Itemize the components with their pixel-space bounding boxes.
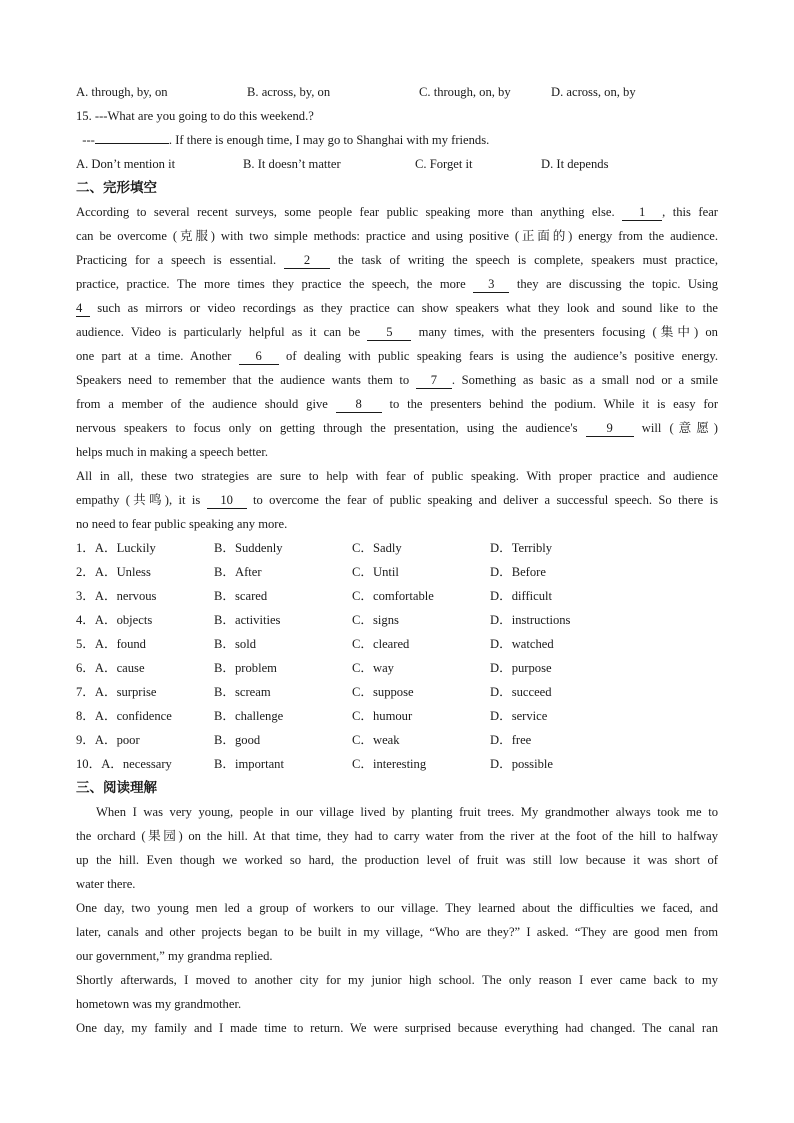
cloze-blank-8: 8 — [336, 396, 382, 413]
cloze-blank-6: 6 — [239, 348, 279, 365]
q15-option-a: A. Don’t mention it — [76, 157, 176, 171]
cloze-line — [76, 368, 718, 392]
answer-option: C．comfortable — [352, 589, 434, 603]
answer-option: 3．A．nervous — [76, 589, 157, 603]
cloze-text: to overcome the fear of public speaking and deliver a successful speech. So there is — [252, 493, 718, 507]
cloze-text: Practicing for a speech is essential. — [76, 253, 277, 267]
reading-line: One day, two young men led a group of workers to our village. They learned about the difficulties we faced, and — [76, 901, 718, 915]
answer-option: D．service — [490, 709, 548, 723]
cloze-blank-2: 2 — [284, 252, 330, 269]
answer-option: C．humour — [352, 709, 413, 723]
answer-option: 9．A．poor — [76, 733, 140, 747]
cloze-text: nervous speakers to focus only on getting through the presentation, using the audience's — [76, 421, 578, 435]
answer-option: C．Until — [352, 565, 399, 579]
answer-option: B．After — [214, 565, 262, 579]
cloze-blank-9: 9 — [586, 420, 634, 437]
answer-option: B．challenge — [214, 709, 284, 723]
reading-line: up the hill. Even though we worked so hard, the production level of fruit was still low because it was short of — [76, 853, 718, 867]
answer-option: D．purpose — [490, 661, 552, 675]
cloze-line — [76, 272, 718, 296]
answer-option: 5．A．found — [76, 637, 146, 651]
cloze-blank-3: 3 — [473, 276, 509, 293]
cloze-line — [76, 248, 718, 272]
answer-option: D．Before — [490, 565, 546, 579]
q14-option-d: D. across, on, by — [551, 85, 636, 99]
reading-line: the orchard (果园) on the hill. At that time, they had to carry water from the river at the foot of the hill to halfway — [76, 829, 718, 843]
q15-option-c: C. Forget it — [415, 157, 473, 171]
cloze-text: many times, with the presenters focusing (集中) on — [418, 325, 718, 339]
cloze-text: audience. Video is particularly helpful as it can be — [76, 325, 361, 339]
answer-option: C．Sadly — [352, 541, 402, 555]
cloze-text: they are discussing the topic. Using — [516, 277, 718, 291]
answer-option: B．important — [214, 757, 284, 771]
q15-question: 15. ---What are you going to do this weekend.? — [76, 109, 314, 123]
answer-option: B．Suddenly — [214, 541, 283, 555]
answer-option: D．difficult — [490, 589, 553, 603]
cloze-text: , this fear — [662, 205, 718, 219]
cloze-line: helps much in making a speech better. — [76, 445, 268, 459]
cloze-blank-4: 4 — [76, 300, 90, 317]
answer-option: 7．A．surprise — [76, 685, 157, 699]
answer-option: C．suppose — [352, 685, 414, 699]
q15-option-d: D. It depends — [541, 157, 609, 171]
answer-option: D．watched — [490, 637, 554, 651]
cloze-blank-5: 5 — [367, 324, 411, 341]
cloze-line: All in all, these two strategies are sure to help with fear of public speaking. With proper practice and audience — [76, 469, 718, 483]
answer-option: C．signs — [352, 613, 399, 627]
reading-line: hometown was my grandmother. — [76, 997, 242, 1011]
cloze-text: the task of writing the speech is complete, speakers must practice, — [338, 253, 719, 267]
q15-reply-prefix: --- — [82, 133, 95, 147]
cloze-line — [76, 416, 718, 440]
cloze-line — [76, 320, 718, 344]
cloze-text: practice, practice. The more times they practice the speech, the more — [76, 277, 466, 291]
answer-option: C．weak — [352, 733, 400, 747]
answer-option: 6．A．cause — [76, 661, 145, 675]
cloze-passage — [76, 200, 718, 536]
answer-option: B．sold — [214, 637, 256, 651]
answer-option: 1．A．Luckily — [76, 541, 156, 555]
exam-page — [76, 80, 718, 1040]
cloze-text: to the presenters behind the podium. While it is easy for — [389, 397, 719, 411]
answer-option: 8．A．confidence — [76, 709, 172, 723]
answer-option: D．free — [490, 733, 532, 747]
cloze-line — [76, 296, 718, 320]
answer-option: 2．A．Unless — [76, 565, 151, 579]
answer-option: B．problem — [214, 661, 277, 675]
answer-option: B．good — [214, 733, 261, 747]
answer-option: B．scared — [214, 589, 268, 603]
cloze-blank-10: 10 — [207, 492, 247, 509]
reading-line: water there. — [76, 877, 136, 891]
answer-option: B．scream — [214, 685, 271, 699]
cloze-blank-1: 1 — [622, 204, 662, 221]
cloze-text: empathy (共鸣), it is — [76, 493, 201, 507]
answer-option: D．possible — [490, 757, 553, 771]
cloze-line: no need to fear public speaking any more. — [76, 517, 288, 531]
q14-option-c: C. through, on, by — [419, 85, 511, 99]
reading-line: our government,” my grandma replied. — [76, 949, 273, 963]
section-2-heading: 二、完形填空 — [76, 180, 157, 196]
reading-line: later, canals and other projects began to be built in my village, “Who are they?” I asked. “They are good men from — [76, 925, 718, 939]
q15-reply-text: . If there is enough time, I may go to Shanghai with my friends. — [168, 133, 490, 147]
reading-line: One day, my family and I made time to return. We were surprised because everything had changed. The canal ran — [76, 1021, 718, 1035]
answer-option: D．instructions — [490, 613, 571, 627]
cloze-text: of dealing with public speaking fears is using the audience’s positive energy. — [286, 349, 718, 363]
cloze-line — [76, 344, 718, 368]
answer-option: C．cleared — [352, 637, 410, 651]
answer-option: D．Terribly — [490, 541, 553, 555]
cloze-blank-7: 7 — [416, 372, 452, 389]
cloze-text: will (意愿) — [641, 421, 718, 435]
answer-option: 10．A．necessary — [76, 757, 172, 771]
reading-line: Shortly afterwards, I moved to another city for my junior high school. The only reason I ever came back to my — [76, 973, 718, 987]
cloze-line — [76, 488, 718, 512]
cloze-text: . Something as basic as a small nod or a smile — [451, 373, 718, 387]
q15-reply — [76, 128, 718, 152]
answer-option: D．succeed — [490, 685, 552, 699]
cloze-text: such as mirrors or video recordings as they practice can show speakers what they look and sound like to the — [97, 301, 718, 315]
reading-passage — [76, 800, 718, 1040]
q14-options — [76, 80, 718, 104]
answer-option: 4．A．objects — [76, 613, 153, 627]
reading-line: When I was very young, people in our village lived by planting fruit trees. My grandmother always took me to — [96, 805, 718, 819]
cloze-text: Speakers need to remember that the audience wants them to — [76, 373, 410, 387]
q15-answer-blank — [95, 143, 169, 144]
cloze-text: from a member of the audience should give — [76, 397, 328, 411]
answer-option: C．way — [352, 661, 394, 675]
cloze-text: one part at a time. Another — [76, 349, 232, 363]
q14-option-b: B. across, by, on — [247, 85, 331, 99]
cloze-line — [76, 392, 718, 416]
cloze-answer-options — [76, 536, 718, 776]
cloze-line — [76, 200, 718, 224]
q15-options — [76, 152, 718, 176]
cloze-line: can be overcome (克服) with two simple methods: practice and using positive (正面的) energy from the audience. — [76, 229, 718, 243]
cloze-text: According to several recent surveys, some people fear public speaking more than anything else. — [76, 205, 615, 219]
answer-option: C．interesting — [352, 757, 427, 771]
q15-option-b: B. It doesn’t matter — [243, 157, 341, 171]
q14-option-a: A. through, by, on — [76, 85, 168, 99]
section-3-heading: 三、阅读理解 — [76, 780, 157, 796]
answer-option: B．activities — [214, 613, 281, 627]
